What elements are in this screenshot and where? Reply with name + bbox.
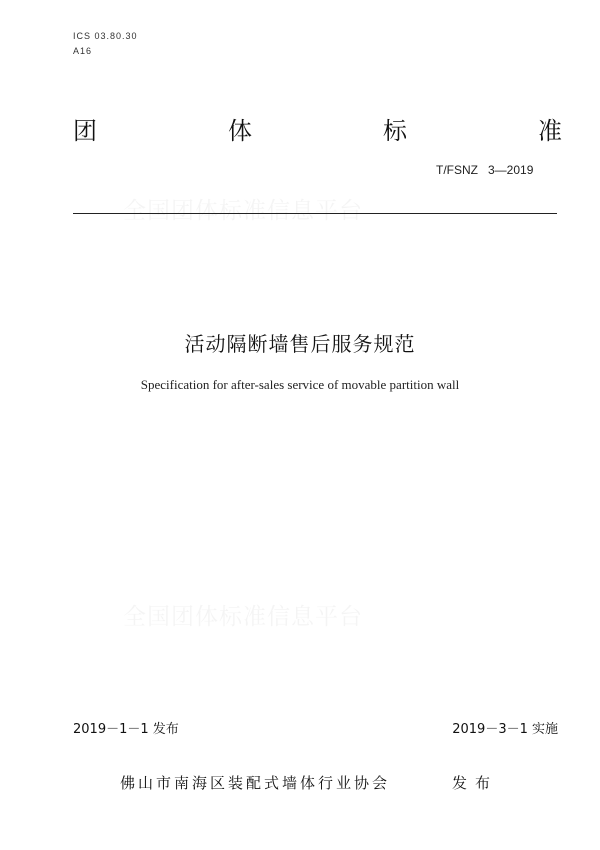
- document-title-english: Specification for after-sales service of movable partition wall: [140, 377, 460, 392]
- implementation-date: 2019－3－1 实施: [452, 722, 558, 737]
- ics-code: ICS 03.80.30: [73, 31, 138, 41]
- standard-type-char: 体: [228, 117, 252, 145]
- issue-date: 2019－1－1 发布: [73, 722, 179, 737]
- ccs-code: A16: [73, 46, 93, 56]
- publisher-name: 佛山市南海区装配式墙体行业协会: [120, 774, 391, 792]
- standard-type-char: 准: [538, 117, 562, 145]
- standard-type-char: 团: [73, 117, 97, 145]
- standard-type-heading: [73, 116, 563, 150]
- standard-type-char: 标: [383, 117, 407, 145]
- standard-number: T/FSNZ 3—2019: [436, 163, 534, 177]
- watermark-top: [123, 192, 363, 225]
- watermark-bottom: [123, 598, 363, 631]
- document-title-chinese: 活动隔断墙售后服务规范: [184, 332, 416, 356]
- publish-label: 发布: [452, 774, 499, 792]
- header-divider: [73, 213, 557, 214]
